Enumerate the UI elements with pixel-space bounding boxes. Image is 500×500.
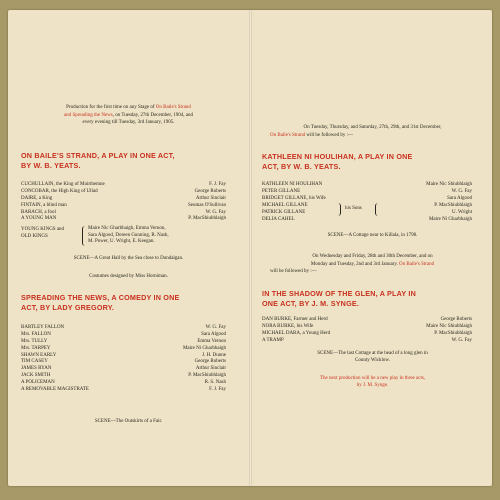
cast-row [262,217,472,224]
cast-role: KATHLEEN NI HOULIHAN [262,182,323,187]
costumes-note: Costumes designed by Miss Horniman. [89,274,168,279]
sons-label: his Sons [345,206,362,212]
left-intro-line-2: and Spreading the News, on Tuesday, 27th December, 1904, and [63,112,194,118]
cast-row [21,182,226,189]
cast-role: Mrs. TARPEY [21,345,51,351]
cast-actor: Arthur Sinclair [195,195,226,201]
cast-actor: Maire Nic Shiubhlaigh [426,182,472,187]
right-intro-2-line-1: On Wednesday and Friday, 28th and 30th December, and on [312,254,433,259]
cast-role: JAMES RYAN [21,366,52,372]
cast-row [21,366,226,373]
cast-row [262,324,472,331]
right-intro-line-1: On Tuesday, Thursday, and Saturday, 27th, 29th, and 31st December, [303,125,442,130]
cast-list-spreading-the-news [21,325,226,394]
sons-actor-1: P. MacShiubhlaigh [434,203,472,208]
cast-actor: Maire Ni Gharbhaigh [182,345,226,351]
kings-actors-1: Maire Nic Gharbhaigh, Emma Vernon, [88,226,166,231]
cast-row-delia [262,217,472,224]
play-title-kathleen-ni-houlihan: KATHLEEN NI HOULIHAN, A PLAY IN ONE ACT, BY W. B. YEATS. [262,152,413,171]
programme-spread [8,10,492,486]
kings-actors-3: M. Power, U. Wright, E. Keegan. [88,239,155,245]
sons-brace-left [338,203,341,216]
cast-actor: Maire Ni Gharbhaigh [428,217,472,222]
cast-role: SHAWN EARLY [21,352,57,358]
cast-row [21,189,226,196]
sons-role-1: MICHAEL GILLANE [262,203,308,208]
cast-actor: F. J. Fay [209,182,226,187]
kings-group [21,226,226,246]
cast-row [21,353,226,360]
play-title-on-bailes-strand: ON BAILE'S STRAND, A PLAY IN ONE ACT, BY W. B. YEATS. [21,151,175,170]
cast-actor: George Roberts [440,317,472,322]
kings-role-2: OLD KINGS [21,233,48,239]
cast-row [21,203,226,210]
cast-row [21,210,226,217]
cast-actor: W. G. Fay [205,209,226,215]
cast-actor: George Roberts [194,359,226,365]
cast-row [21,216,226,223]
cast-role: PETER GILLANE [262,188,301,194]
kings-role-1: YOUNG KINGS and [21,227,65,232]
cast-actor: W. G. Fay [451,337,472,343]
cast-row [262,317,472,324]
left-intro-line-3: every evening till Tuesday, 3rd January, 1905. [82,120,175,126]
cast-row [21,325,226,332]
cast-actor: F. J. Fay [209,387,226,393]
cast-role: Mrs. TULLY [21,338,48,344]
cast-row [21,380,226,387]
cast-row [21,373,226,380]
cast-actor: W. G. Fay [205,325,226,330]
cast-actor: Maire Nic Shiubhlaigh [426,323,472,329]
cast-actor: Emma Vernon [197,338,226,344]
cast-role: A YOUNG MAN [21,216,57,222]
right-intro-2-line-3: will be followed by :— [270,269,317,275]
cast-role: FINTAIN, a blind man [21,202,67,208]
cast-role: DAIRE, a King [21,195,53,201]
sons-brace-right [375,203,378,216]
sons-role-2: PATRICK GILLANE [262,209,306,215]
cast-row [21,359,226,366]
right-intro-2 [260,253,485,276]
cast-role: CONCOBAR, the High King of Ullad [21,188,98,194]
right-intro-line-2: On Baile's Strand will be followed by :— [270,132,353,138]
cast-actor: George Roberts [194,188,226,194]
cast-actor: W. G. Fay [451,188,472,194]
cast-row [21,332,226,339]
cast-role: BRIDGET GILLANE, his Wife [262,195,326,201]
cast-actor: J. H. Dunne [202,352,226,358]
sons-actor-2: U. Wright [452,209,472,215]
cast-actor: P. MacShiubhlaigh [434,330,472,336]
play-title-spreading-the-news: SPREADING THE NEWS, A COMEDY IN ONE ACT, BY LADY GREGORY. [21,293,180,312]
scene-in-the-shadow-of-the-glen: SCENE—The last Cottage at the head of a long glen in County Wicklow. [317,351,428,363]
scene-spreading-the-news: SCENE—The Outskirts of a Fair. [94,419,163,424]
cast-list-on-bailes-strand [21,182,226,223]
cast-role: DELIA CAHEL [262,217,295,222]
cast-role: Mrs. FALLON [21,331,51,337]
cast-role: BARTLEY FALLON [21,325,65,330]
cast-row [21,196,226,203]
cast-list-kathleen-ni-houlihan [262,182,472,203]
cast-row [21,387,226,394]
right-intro [260,124,485,139]
cast-role: A POLICEMAN [21,380,55,386]
cast-role: CUCHULLAIN, the King of Muirthemne [21,182,105,187]
next-production-note: The next production will be a new play in three acts, by J. M. Synge. [319,376,426,388]
cast-actor: Sara Algood [447,195,472,201]
cast-row [262,331,472,338]
scene-on-bailes-strand: SCENE—A Great Hall by the Sea close to Dundalgan. [73,256,184,261]
right-intro-2-line-2: Monday and Tuesday, 2nd and 3rd January. On Baile's Strand [310,261,435,267]
cast-row [21,346,226,353]
cast-role: TIM CASEY [21,359,48,365]
cast-row [21,339,226,346]
cast-actor: P. MacShiubhlaigh [188,373,226,379]
right-page [252,10,492,486]
play-title-in-the-shadow-of-the-glen: IN THE SHADOW OF THE GLEN, A PLAY IN ONE ACT, BY J. M. SYNGE. [262,289,417,308]
left-intro-line-1: Production for the first time on any Stage of On Baile's Strand [66,105,191,110]
cast-row [262,338,472,345]
cast-actor: Sara Algood [201,331,226,337]
cast-role: BARACH, a fool [21,209,56,215]
kings-brace [82,226,85,246]
sons-group [262,203,472,217]
cast-list-in-the-shadow-of-the-glen [262,317,472,345]
cast-row [262,189,472,196]
cast-role: DAN BURKE, Farmer and Herd [262,317,328,322]
kings-actors-2: Sara Algood, Doreen Gunning, R. Nash, [88,232,169,238]
cast-role: A REMOVABLE MAGISTRATE [21,387,89,393]
cast-row [262,196,472,203]
left-page [8,10,249,486]
cast-role: NORA BURKE, his Wife [262,323,314,329]
cast-role: JACK SMITH [21,373,51,379]
cast-role: MICHAEL DARA, a Young Herd [262,330,331,336]
cast-role: A TRAMP [262,337,284,343]
left-intro [22,104,235,127]
cast-actor: P. MacShiubhlaigh [188,216,226,222]
cast-actor: Arthur Sinclair [195,366,226,372]
scene-kathleen-ni-houlihan: SCENE—A Cottage near to Killala, in 1798. [327,233,418,238]
cast-actor: Seumas O'Sullivan [188,202,226,208]
cast-row [262,182,472,189]
cast-actor: R. S. Nash [204,380,226,386]
